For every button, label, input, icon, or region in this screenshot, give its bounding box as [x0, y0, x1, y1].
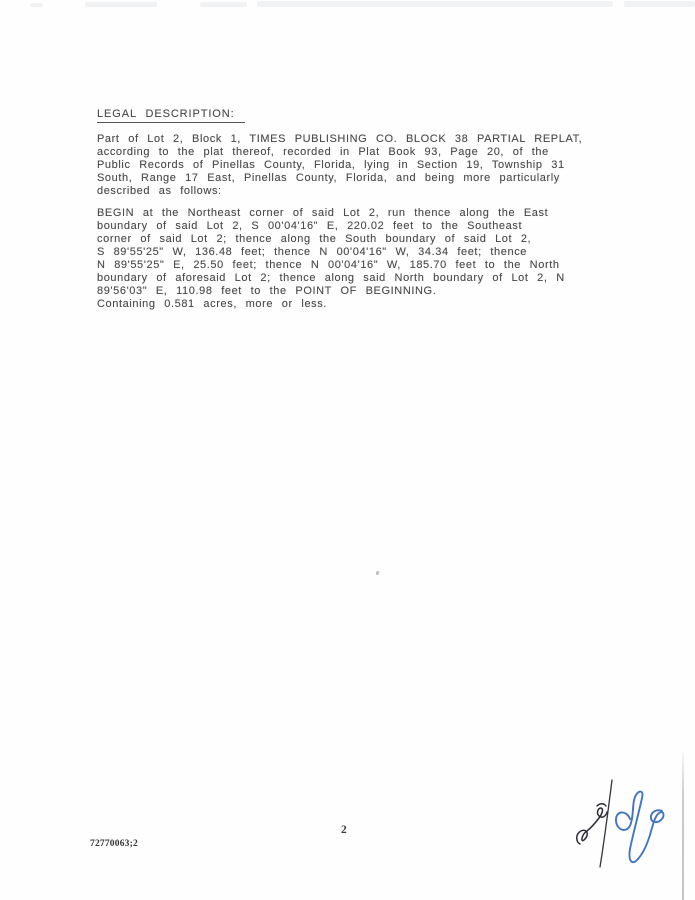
- scan-artifact: [624, 1, 695, 7]
- slash-stroke: [600, 780, 612, 867]
- scan-artifact: [30, 3, 43, 7]
- scan-artifact: [200, 2, 247, 7]
- scan-speck: [375, 571, 379, 576]
- legal-description-text: [97, 108, 589, 311]
- text-line: S 89'55'25" W, 136.48 feet; thence N 00'04'16" W, 34.34 feet; thence: [97, 246, 528, 258]
- scan-artifact: [85, 2, 157, 7]
- text-line: described as follows:: [97, 185, 222, 197]
- left-initials-stroke: [577, 808, 607, 844]
- text-line: according to the plat thereof, recorded in Plat Book 93, Page 20, of the: [97, 146, 549, 158]
- plat-reference-paragraph: [97, 133, 589, 198]
- text-line: BEGIN at the Northeast corner of said Lot 2, run thence along the East: [97, 207, 549, 219]
- page-number: 2: [341, 824, 347, 836]
- text-line: Part of Lot 2, Block 1, TIMES PUBLISHING CO. BLOCK 38 PARTIAL REPLAT,: [97, 133, 583, 145]
- text-line: corner of said Lot 2; thence along the South boundary of said Lot 2,: [97, 233, 532, 245]
- scan-page-edge-line: [682, 752, 684, 900]
- text-line: boundary of aforesaid Lot 2; thence along said North boundary of Lot 2, N: [97, 272, 565, 284]
- text-line: South, Range 17 East, Pinellas County, Florida, and being more particularly: [97, 172, 560, 184]
- text-line: N 89'55'25" E, 25.50 feet; thence N 00'04'16" W, 185.70 feet to the North: [97, 259, 560, 271]
- handwritten-initials-signature: [573, 772, 673, 872]
- text-line: 89'56'03" E, 110.98 feet to the POINT OF BEGINNING.: [97, 285, 437, 297]
- text-line: Public Records of Pinellas County, Florida, lying in Section 19, Township 31: [97, 159, 565, 171]
- scan-artifact: [257, 1, 613, 7]
- document-number: 72770063;2: [90, 839, 138, 849]
- text-line: Containing 0.581 acres, more or less.: [97, 298, 328, 310]
- left-initials-flag-stroke: [597, 804, 606, 806]
- metes-and-bounds-paragraph: [97, 207, 589, 311]
- right-initials-stroke: [616, 792, 664, 863]
- text-line: boundary of said Lot 2, S 00'04'16" E, 220.02 feet to the Southeast: [97, 220, 523, 232]
- legal-description-heading: LEGAL DESCRIPTION:: [97, 108, 245, 123]
